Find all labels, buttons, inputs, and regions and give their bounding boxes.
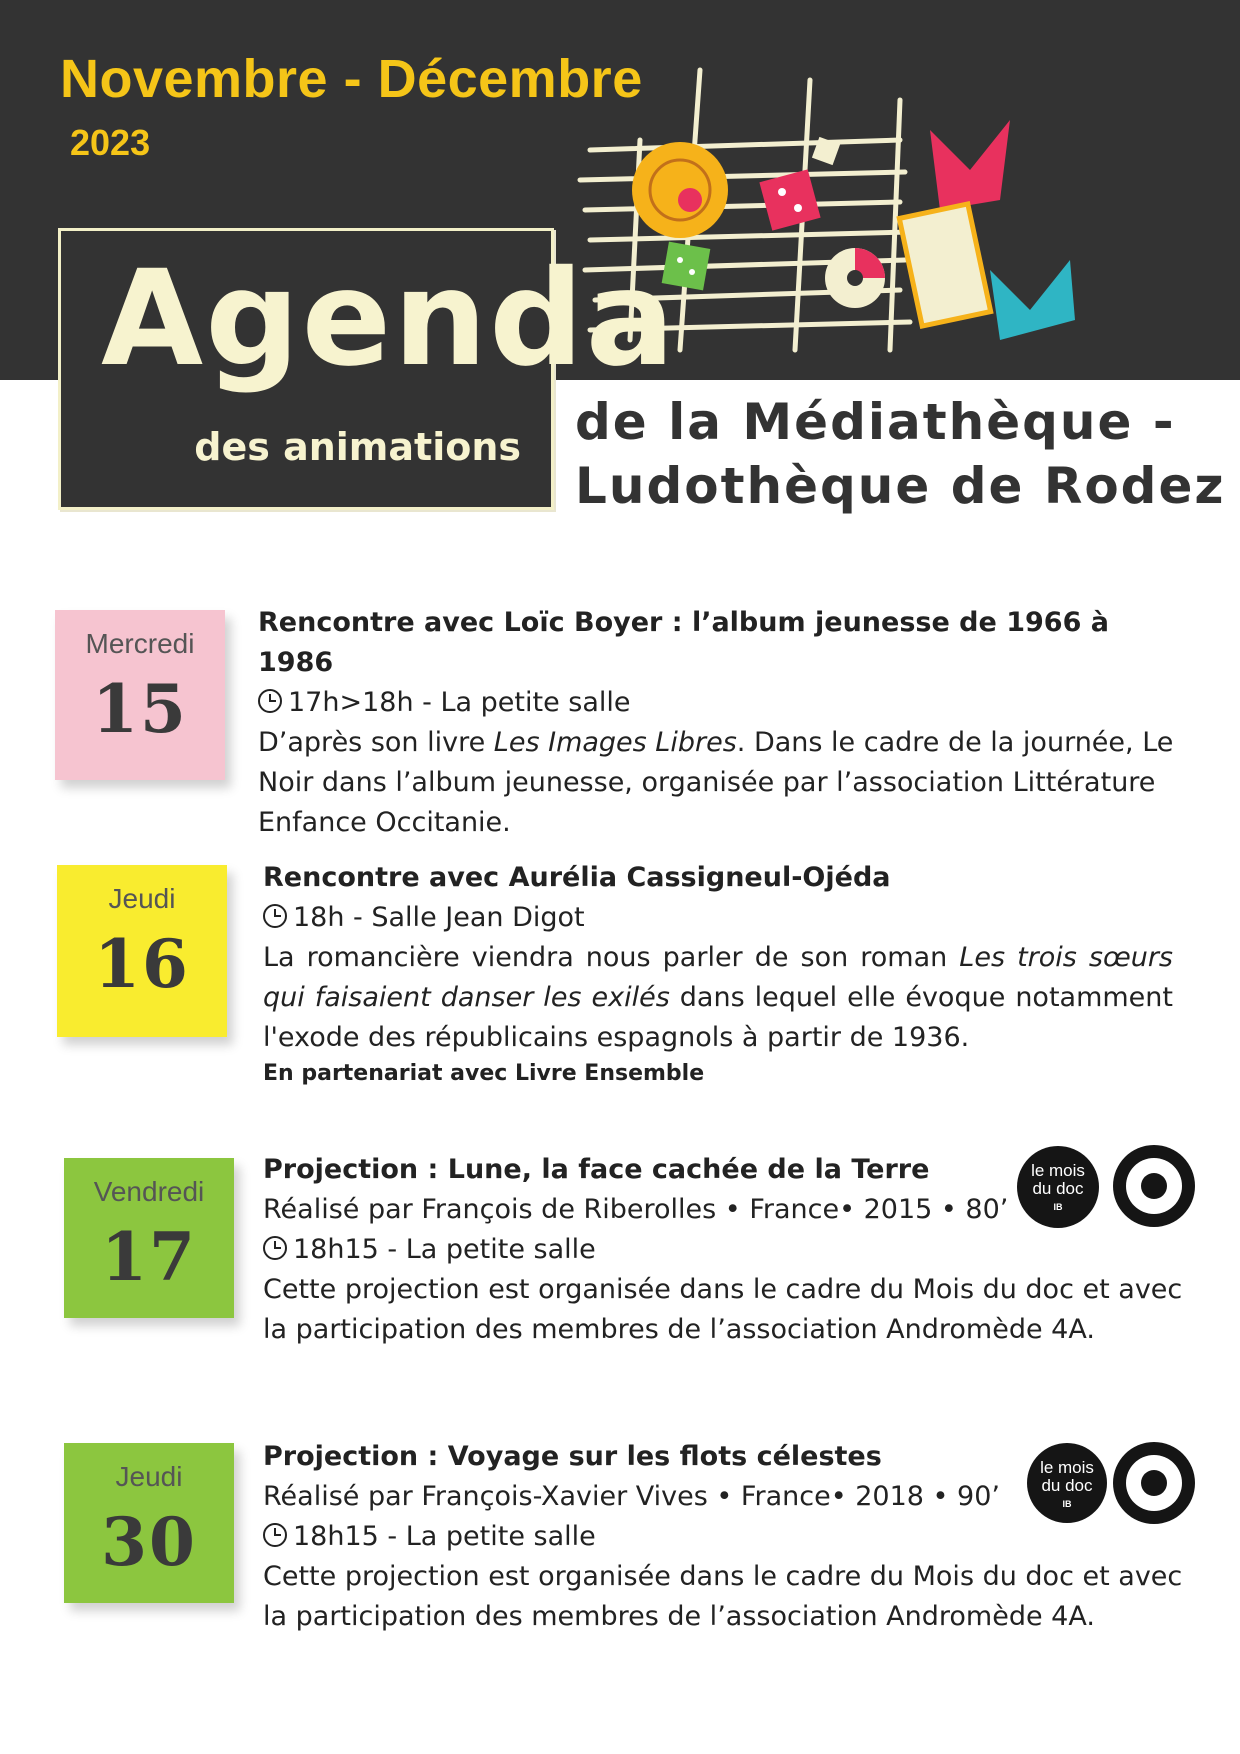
period-title: Novembre - Décembre (60, 49, 643, 109)
note-date: 15 (92, 670, 188, 748)
mois-du-doc-logo (1017, 1146, 1099, 1228)
event-credits: Réalisé par François de Riberolles • France• 2015 • 80’ (263, 1194, 1009, 1225)
event-title: Projection : Lune, la face cachée de la Terre (263, 1154, 930, 1185)
event-partner: En partenariat avec Livre Ensemble (263, 1061, 705, 1086)
note-date: 17 (101, 1218, 197, 1296)
event-title: Rencontre avec Loïc Boyer : l’album jeunesse de 1966 à 1986 (258, 607, 1109, 678)
logo-line-3: IB (1053, 1202, 1063, 1212)
date-note-17 (64, 1158, 234, 1318)
event-description (258, 723, 1178, 843)
clock-icon (263, 1523, 287, 1547)
note-day: Vendredi (93, 1176, 205, 1207)
event-time-place (263, 1230, 1183, 1270)
desc-post: dans lequel elle évoque notamment l'exode des républicains espagnols à partir de 1936. (263, 982, 1173, 1053)
clock-icon (263, 904, 287, 928)
event-time-place (263, 898, 1173, 938)
note-day: Jeudi (115, 1461, 183, 1492)
logo-line-2: du doc (1032, 1179, 1084, 1198)
note-day: Jeudi (108, 883, 176, 914)
dice-icon (759, 169, 820, 230)
agenda-box (58, 228, 677, 510)
logo-line-1: le mois (1040, 1458, 1094, 1477)
red-book-icon (930, 120, 1010, 210)
event-description: Cette projection est organisée dans le cadre du Mois du doc et avec la participation des membres de l’association Andromède 4A. (263, 1561, 1183, 1632)
desc-post: . Dans le cadre de la journée, Le Noir dans l’album jeunesse, organisée par l’association Littérature Enfance Occitanie. (258, 727, 1174, 838)
time-place-text: 17h>18h - La petite salle (288, 687, 631, 718)
mediatheque-line-2: Ludothèque de Rodez (575, 457, 1226, 515)
mois-du-doc-logo (1027, 1443, 1107, 1523)
blue-book-icon (990, 260, 1075, 340)
event-description: Cette projection est organisée dans le cadre du Mois du doc et avec la participation des membres de l’association Andromède 4A. (263, 1274, 1183, 1345)
event-title: Projection : Voyage sur les flots célestes (263, 1441, 882, 1472)
year: 2023 (70, 122, 151, 163)
event-title: Rencontre avec Aurélia Cassigneul-Ojéda (263, 862, 891, 893)
note-date: 30 (101, 1503, 197, 1581)
agenda-title: Agenda (101, 242, 677, 396)
logo-line-2: du doc (1041, 1476, 1093, 1495)
orange-disc (632, 142, 728, 238)
desc-pre: La romancière viendra nous parler de son roman (263, 942, 960, 973)
time-place-text: 18h15 - La petite salle (293, 1521, 596, 1552)
time-place-text: 18h15 - La petite salle (293, 1234, 596, 1265)
logo-line-3: IB (1062, 1499, 1072, 1509)
time-place-text: 18h - Salle Jean Digot (293, 902, 585, 933)
mediatheque-title (575, 390, 1225, 518)
date-note-30 (64, 1443, 234, 1603)
clock-icon (263, 1236, 287, 1260)
note-date: 16 (94, 925, 190, 1003)
target-logo-icon (1112, 1441, 1196, 1525)
mediatheque-line-1: de la Médiathèque - (575, 393, 1176, 451)
event-description (263, 938, 1173, 1058)
event-time-place (258, 683, 1178, 723)
target-logo-icon (1112, 1144, 1196, 1228)
clock-icon (258, 689, 282, 713)
note-day: Mercredi (85, 628, 195, 659)
book-title: Les Images Libres (493, 727, 737, 758)
date-note-15 (55, 610, 225, 780)
logo-line-1: le mois (1031, 1161, 1085, 1180)
book-title: Les trois sœurs qui faisaient danser les exilés (263, 942, 1173, 1013)
cream-book-icon (899, 204, 990, 326)
desc-pre: D’après son livre (258, 727, 494, 758)
event-2 (263, 858, 1173, 1090)
date-note-16 (57, 865, 227, 1037)
agenda-subtitle: des animations (194, 425, 521, 469)
event-credits: Réalisé par François-Xavier Vives • France• 2018 • 90’ (263, 1481, 1000, 1512)
event-1 (258, 603, 1178, 843)
event-time-place (263, 1517, 1183, 1557)
